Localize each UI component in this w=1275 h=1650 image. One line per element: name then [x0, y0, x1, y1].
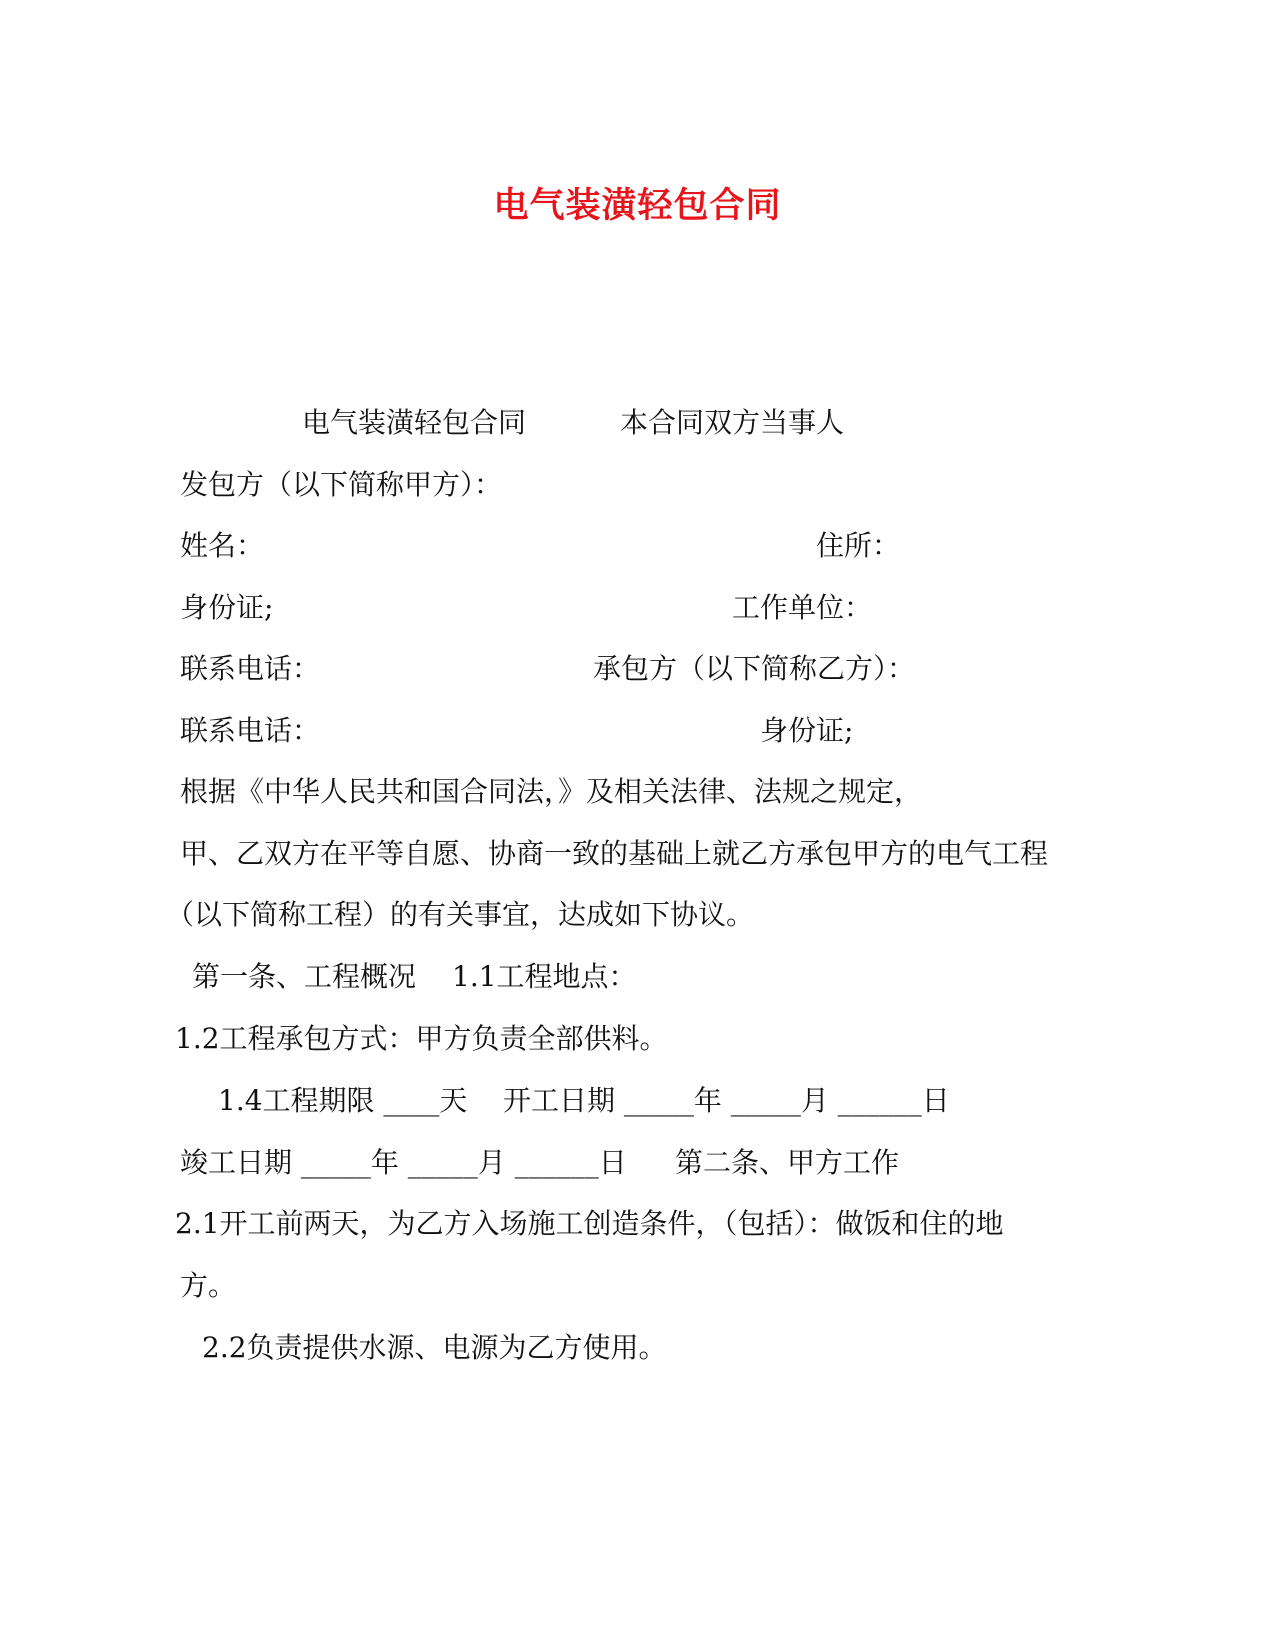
completion-line — [180, 1143, 1100, 1183]
clause-2-1-text: 2.1开工前两天，为乙方入场施工创造条件，（包括）：做饭和住的地 — [175, 1207, 1004, 1240]
name-field-label: 姓名： — [180, 529, 265, 562]
id-field-label-2: 身份证; — [760, 714, 854, 747]
clause-line — [180, 1081, 1100, 1121]
phone-field-label: 联系电话： — [180, 652, 321, 685]
party-a-heading — [180, 465, 1100, 505]
article-one-line — [180, 957, 1100, 997]
phone-id-line — [180, 711, 1100, 751]
clause-line — [180, 1328, 1100, 1368]
article-one-heading: 第一条、工程概况 — [192, 960, 417, 993]
phone-field-label-2: 联系电话： — [180, 714, 321, 747]
clause-line — [175, 1019, 1100, 1059]
legal-basis-text: 根据《中华人民共和国合同法，》及相关法律、法规之规定， — [180, 775, 923, 808]
subtitle-line — [180, 403, 1100, 443]
project-duration-text: 1.4工程期限 ____天 开工日期 _____年 _____月 ______日 — [218, 1084, 950, 1117]
party-b-label: 承包方（以下简称乙方）： — [593, 652, 916, 685]
id-field-label: 身份证; — [180, 591, 274, 624]
address-field-label: 住所： — [816, 529, 901, 562]
contract-mode-text: 1.2工程承包方式：甲方负责全部供料。 — [175, 1022, 668, 1055]
clause-2-2-text: 2.2负责提供水源、电源为乙方使用。 — [202, 1331, 667, 1364]
contract-name: 电气装潢轻包合同 — [302, 406, 527, 439]
paragraph-line — [166, 895, 1100, 935]
id-workplace-line — [180, 588, 1100, 628]
name-address-line — [180, 526, 1100, 566]
party-a-label: 发包方（以下简称甲方）： — [180, 468, 503, 501]
document-title: 电气装潢轻包合同 — [493, 185, 782, 226]
agreement-text: 甲、乙双方在平等自愿、协商一致的基础上就乙方承包甲方的电气工程 — [180, 837, 1049, 870]
clause-line — [175, 1204, 1100, 1244]
paragraph-line — [180, 834, 1100, 874]
project-location-label: 1.1工程地点： — [452, 960, 637, 993]
article-two-heading: 第二条、甲方工作 — [675, 1146, 900, 1179]
clause-line — [180, 1266, 1100, 1306]
agreement-text-cont: （以下简称工程）的有关事宜，达成如下协议。 — [166, 898, 755, 931]
workplace-field-label: 工作单位： — [732, 591, 873, 624]
paragraph-line — [180, 772, 1100, 812]
parties-heading: 本合同双方当事人 — [620, 406, 845, 439]
phone-party-b-line — [180, 649, 1100, 689]
clause-2-1-cont: 方。 — [180, 1269, 237, 1302]
completion-date-text: 竣工日期 _____年 _____月 ______日 — [180, 1146, 627, 1179]
